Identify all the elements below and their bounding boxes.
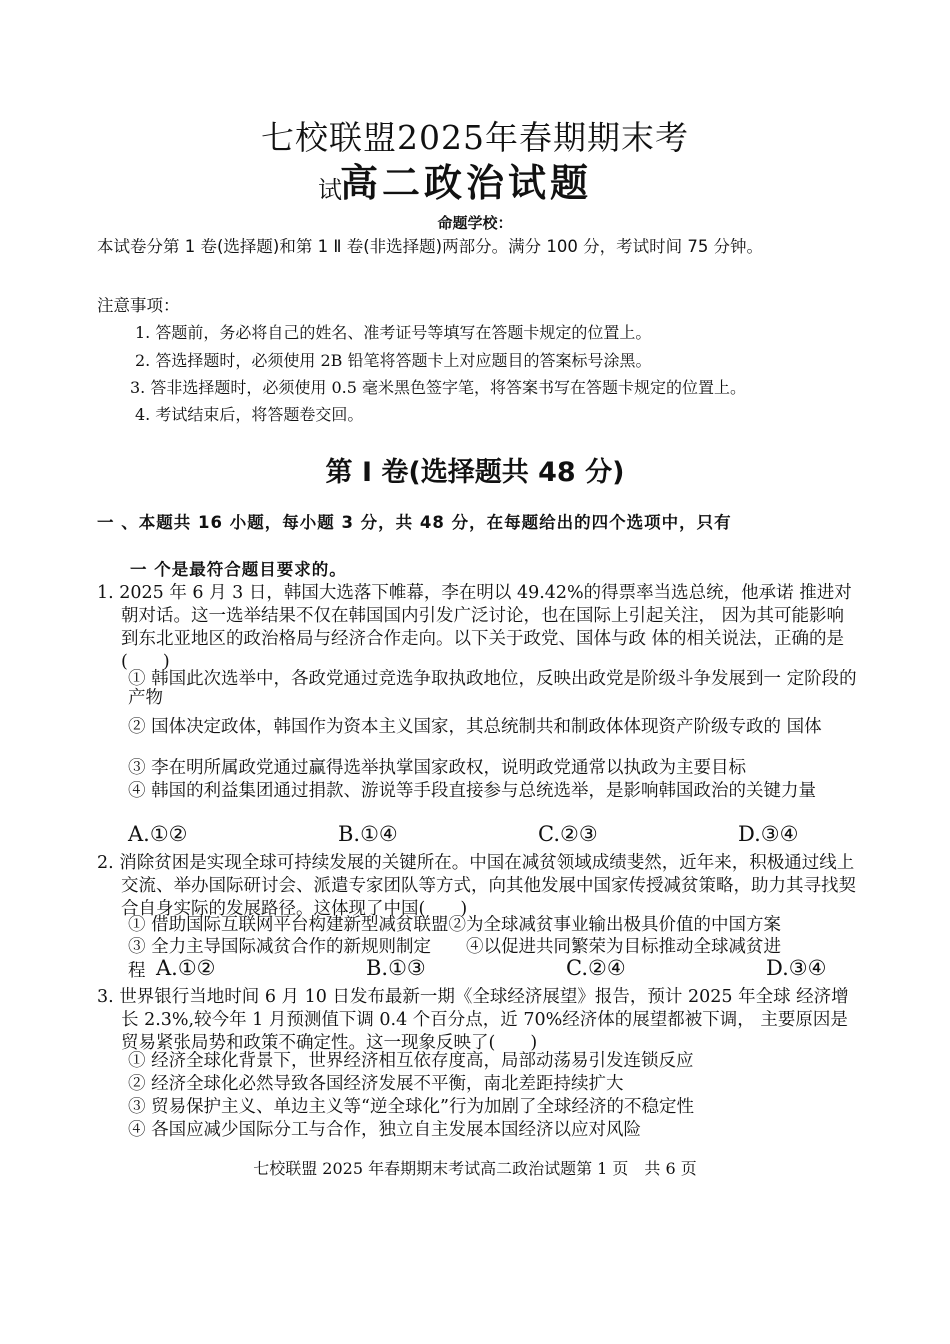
question-2-choices — [128, 956, 858, 982]
question-1-choices — [128, 822, 858, 848]
choice-a: A.①② — [156, 956, 216, 980]
question-2-option: ③ 全力主导国际减贫合作的新规则制定 ④以促进共同繁荣为目标推动全球减贫进 — [128, 937, 782, 957]
question-3-option: ② 经济全球化必然导致各国经济发展不平衡，南北差距持续扩大 — [128, 1074, 624, 1094]
question-2-option-tail: 程 — [128, 961, 146, 981]
notice-item: 4. 考试结束后，将答题卷交回。 — [135, 405, 364, 424]
notice-item: 2. 答选择题时，必须使用 2B 铅笔将答题卡上对应题目的答案标号涂黑。 — [135, 351, 652, 370]
page-footer: 七校联盟 2025 年春期期末考试高二政治试题第 1 页 共 6 页 — [253, 1159, 697, 1178]
school-label: 命题学校： — [437, 214, 513, 232]
question-1-option: ① 韩国此次选举中，各政党通过竞选争取执政地位，反映出政党是阶级斗争发展到一 定阶段的产物 — [128, 669, 857, 708]
choice-b: B.①③ — [366, 956, 426, 980]
notice-item: 1. 答题前，务必将自己的姓名、准考证号等填写在答题卡规定的位置上。 — [135, 323, 652, 342]
part-heading-cont: 一 个是最符合题目要求的。 — [130, 560, 347, 579]
question-2-option: ① 借助国际互联网平台构建新型减贫联盟②为全球减贫事业输出极具价值的中国方案 — [128, 915, 782, 935]
question-3-option: ④ 各国应减少国际分工与合作，独立自主发展本国经济以应对风险 — [128, 1120, 642, 1140]
section-title: 第 I 卷(选择题共 48 分) — [325, 457, 625, 488]
exam-title-line2: 高二政治试题 — [340, 161, 593, 205]
exam-title-line1: 七校联盟2025年春期期末考 — [261, 118, 689, 157]
question-3-option: ① 经济全球化背景下，世界经济相互依存度高，局部动荡易引发连锁反应 — [128, 1051, 694, 1071]
part-heading: 一 、本题共 16 小题，每小题 3 分，共 48 分，在每题给出的四个选项中，只有 — [97, 513, 732, 532]
exam-intro: 本试卷分第 1 卷(选择题)和第 1 Ⅱ 卷(非选择题)两部分。满分 100 分，考试时间 75 分钟。 — [97, 237, 764, 256]
choice-a: A.①② — [128, 822, 188, 846]
exam-title-prefix: 试 — [318, 176, 342, 204]
choice-c: C.②④ — [566, 956, 626, 980]
question-3-stem: 3. 世界银行当地时间 6 月 10 日发布最新一期《全球经济展望》报告，预计 2025 年全球 经济增长 2.3%,较今年 1 月预测值下调 0.4 个百分点，近 70%经济体的展望都被下调， 主要原因是贸易紧张局势和政策不确定性。这一现象反映了( ) — [97, 987, 849, 1053]
question-3-option: ③ 贸易保护主义、单边主义等“逆全球化”行为加剧了全球经济的不稳定性 — [128, 1097, 694, 1117]
choice-b: B.①④ — [338, 822, 398, 846]
question-1-stem: 1. 2025 年 6 月 3 日，韩国大选落下帷幕，李在明以 49.42%的得票率当选总统，他承诺 推进对朝对话。这一选举结果不仅在韩国国内引发广泛讨论，也在国际上引起关注， 因为其可能影响到东北亚地区的政治格局与经济合作走向。以下关于政党、国体与政 体的相关说法，正确的是( ) — [97, 583, 852, 672]
notice-item: 3. 答非选择题时，必须使用 0.5 毫米黑色签字笔，将答案书写在答题卡规定的位置上。 — [130, 378, 746, 397]
question-2-stem: 2. 消除贫困是实现全球可持续发展的关键所在。中国在减贫领域成绩斐然，近年来，积极通过线上交流、举办国际研讨会、派遣专家团队等方式，向其他发展中国家传授减贫策略，助力其寻找契合自身实际的发展路径。这体现了中国( ) — [97, 853, 856, 919]
question-1-option: ② 国体决定政体，韩国作为资本主义国家，其总统制共和制政体体现资产阶级专政的 国体 — [128, 717, 822, 737]
choice-d: D.③④ — [766, 956, 827, 980]
notice-heading: 注意事项： — [97, 296, 180, 315]
choice-d: D.③④ — [738, 822, 799, 846]
question-1-option: ④ 韩国的利益集团通过捐款、游说等手段直接参与总统选举，是影响韩国政治的关键力量 — [128, 781, 817, 801]
question-1-option: ③ 李在明所属政党通过赢得选举执掌国家政权，说明政党通常以执政为主要目标 — [128, 758, 747, 778]
choice-c: C.②③ — [538, 822, 598, 846]
